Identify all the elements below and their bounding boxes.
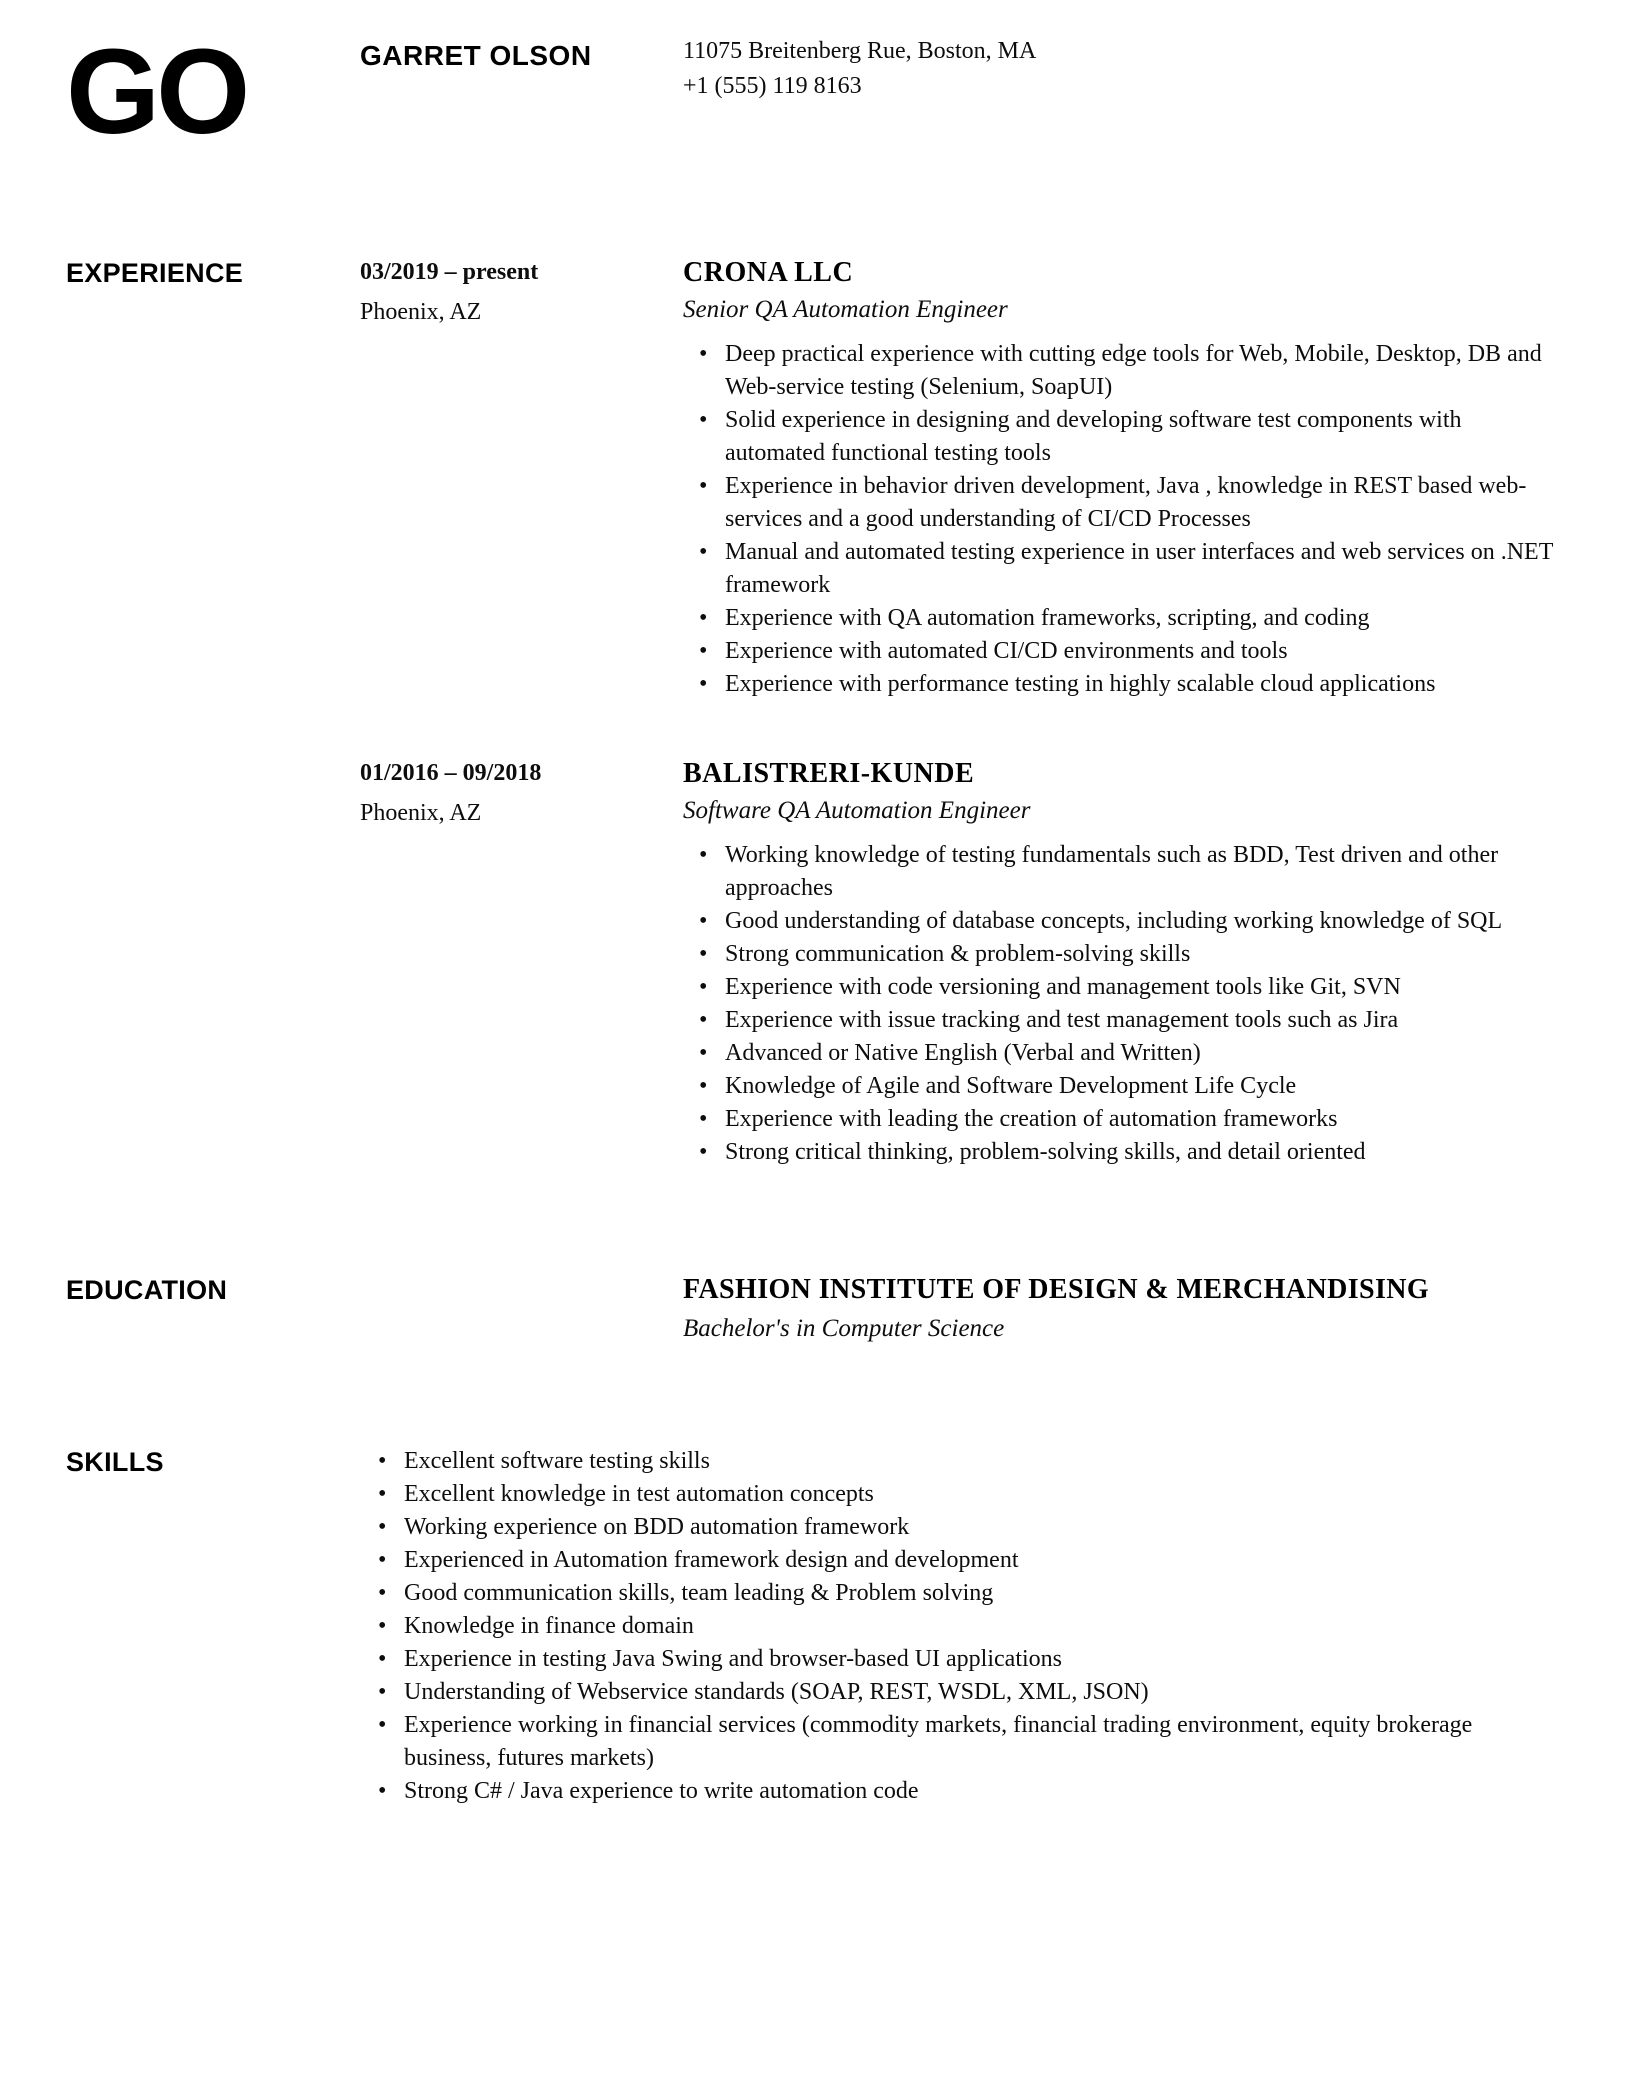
bullet-item: • Working knowledge of testing fundamentals such as BDD, Test driven and other approaches xyxy=(725,839,1566,905)
bullet-item: • Good understanding of database concepts, including working knowledge of SQL xyxy=(725,905,1566,938)
bullet-item: • Experience with code versioning and management tools like Git, SVN xyxy=(725,971,1566,1004)
bullet-item: • Experience with performance testing in highly scalable cloud applications xyxy=(725,668,1566,701)
bullet-item: • Understanding of Webservice standards (SOAP, REST, WSDL, XML, JSON) xyxy=(404,1676,1530,1709)
bullet-item: • Experience with QA automation frameworks, scripting, and coding xyxy=(725,602,1566,635)
job-title: Software QA Automation Engineer xyxy=(683,797,1031,825)
degree: Bachelor's in Computer Science xyxy=(683,1315,1005,1343)
job-details xyxy=(683,256,1570,701)
bullet-item: • Excellent knowledge in test automation concepts xyxy=(404,1478,1530,1511)
bullet-item: • Experience in testing Java Swing and browser-based UI applications xyxy=(404,1643,1530,1676)
skills-list xyxy=(360,1445,1530,1808)
bullet-item: • Knowledge of Agile and Software Development Life Cycle xyxy=(725,1070,1566,1103)
job-title: Senior QA Automation Engineer xyxy=(683,296,1008,324)
bullet-item: • Experience with leading the creation of automation frameworks xyxy=(725,1103,1566,1136)
candidate-name: GARRET OLSON xyxy=(360,40,592,71)
experience-heading: EXPERIENCE xyxy=(66,258,244,289)
job-bullet-list xyxy=(683,338,1566,701)
skills-section xyxy=(0,1445,1632,1808)
contact-info xyxy=(683,30,1570,138)
bullet-item: • Strong C# / Java experience to write automation code xyxy=(404,1775,1530,1808)
bullet-item: • Working experience on BDD automation framework xyxy=(404,1511,1530,1544)
address: 11075 Breitenberg Rue, Boston, MA xyxy=(683,38,1037,64)
education-section xyxy=(0,1273,1632,1345)
job-dates-block xyxy=(360,256,683,701)
job-location: Phoenix, AZ xyxy=(360,299,482,326)
phone: +1 (555) 119 8163 xyxy=(683,73,862,99)
skills-heading: SKILLS xyxy=(66,1447,164,1478)
bullet-item: • Experience in behavior driven development, Java , knowledge in REST based web-services and a good understanding of CI/CD Processes xyxy=(725,470,1566,536)
job-dates-block xyxy=(360,757,683,1169)
job-bullet-list xyxy=(683,839,1566,1169)
monogram: GO xyxy=(66,23,247,159)
bullet-item: • Experience with automated CI/CD environments and tools xyxy=(725,635,1566,668)
company-name: CRONA LLC xyxy=(683,257,854,289)
header xyxy=(0,0,1632,159)
bullet-item: • Experienced in Automation framework design and development xyxy=(404,1544,1530,1577)
bullet-item: • Good communication skills, team leading & Problem solving xyxy=(404,1577,1530,1610)
bullet-item: • Strong critical thinking, problem-solving skills, and detail oriented xyxy=(725,1136,1566,1169)
bullet-item: • Solid experience in designing and developing software test components with automated functional testing tools xyxy=(725,404,1566,470)
job-dates: 03/2019 – present xyxy=(360,259,539,286)
bullet-item: • Knowledge in finance domain xyxy=(404,1610,1530,1643)
education-details xyxy=(683,1273,1570,1345)
experience-section xyxy=(0,256,1632,1169)
bullet-item: • Strong communication & problem-solving skills xyxy=(725,938,1566,971)
company-name: BALISTRERI-KUNDE xyxy=(683,758,975,790)
bullet-item: • Excellent software testing skills xyxy=(404,1445,1530,1478)
bullet-item: • Deep practical experience with cutting edge tools for Web, Mobile, Desktop, DB and Web-service testing (Selenium, SoapUI) xyxy=(725,338,1566,404)
bullet-item: • Advanced or Native English (Verbal and Written) xyxy=(725,1037,1566,1070)
bullet-item: • Manual and automated testing experience in user interfaces and web services on .NET framework xyxy=(725,536,1566,602)
bullet-item: • Experience working in financial services (commodity markets, financial trading environment, equity brokerage business, futures markets) xyxy=(404,1709,1530,1775)
job-dates: 01/2016 – 09/2018 xyxy=(360,760,542,787)
job-location: Phoenix, AZ xyxy=(360,800,482,827)
job-details xyxy=(683,757,1570,1169)
school-name: FASHION INSTITUTE OF DESIGN & MERCHANDISING xyxy=(683,1274,1430,1306)
bullet-item: • Experience with issue tracking and test management tools such as Jira xyxy=(725,1004,1566,1037)
education-heading: EDUCATION xyxy=(66,1275,228,1306)
